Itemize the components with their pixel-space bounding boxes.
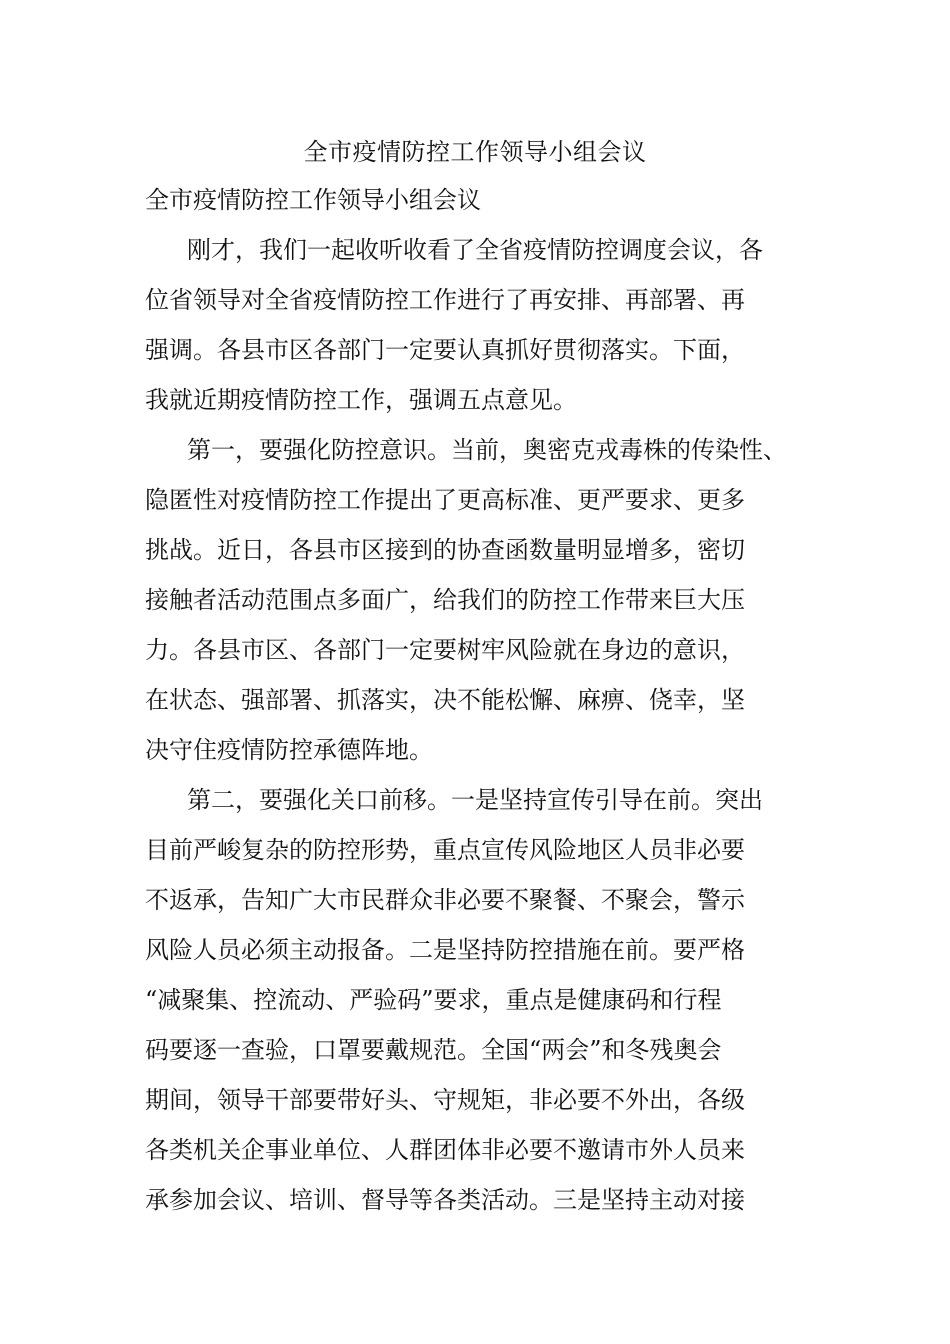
paragraph-line: 决守住疫情防控承德阵地。 <box>145 736 433 764</box>
paragraph-line: 强调。各县市区各部门一定要认真抓好贯彻落实。下面， <box>145 336 745 364</box>
paragraph-line: 风险人员必须主动报备。二是坚持防控措施在前。要严格 <box>145 936 745 964</box>
paragraph-line: 第一，要强化防控意识。当前，奥密克戎毒株的传染性、 <box>187 436 787 464</box>
paragraph-line: 不返承，告知广大市民群众非必要不聚餐、不聚会，警示 <box>145 886 745 914</box>
paragraph-line: 位省领导对全省疫情防控工作进行了再安排、再部署、再 <box>145 286 745 314</box>
paragraph-line: 在状态、强部署、抓落实，决不能松懈、麻痹、侥幸，坚 <box>145 686 745 714</box>
paragraph-line: 承参加会议、培训、督导等各类活动。三是坚持主动对接 <box>145 1186 745 1214</box>
paragraph-line: 我就近期疫情防控工作，强调五点意见。 <box>145 386 577 414</box>
paragraph-line: 期间，领导干部要带好头、守规矩，非必要不外出，各级 <box>145 1086 745 1114</box>
document-title: 全市疫情防控工作领导小组会议 <box>303 138 647 166</box>
paragraph-line: 挑战。近日，各县市区接到的协查函数量明显增多，密切 <box>145 536 745 564</box>
document-subtitle: 全市疫情防控工作领导小组会议 <box>145 186 481 214</box>
paragraph-line: 接触者活动范围点多面广，给我们的防控工作带来巨大压 <box>145 586 745 614</box>
paragraph-line: “减聚集、控流动、严验码”要求，重点是健康码和行程 <box>145 986 722 1014</box>
paragraph-line: 目前严峻复杂的防控形势，重点宣传风险地区人员非必要 <box>145 836 745 864</box>
paragraph-line: 各类机关企事业单位、人群团体非必要不邀请市外人员来 <box>145 1136 745 1164</box>
paragraph-line: 刚才，我们一起收听收看了全省疫情防控调度会议，各 <box>187 236 763 264</box>
paragraph-line: 隐匿性对疫情防控工作提出了更高标准、更严要求、更多 <box>145 486 745 514</box>
paragraph-line: 码要逐一查验，口罩要戴规范。全国“两会”和冬残奥会 <box>145 1036 722 1064</box>
paragraph-line: 力。各县市区、各部门一定要树牢风险就在身边的意识， <box>145 636 745 664</box>
paragraph-line: 第二，要强化关口前移。一是坚持宣传引导在前。突出 <box>187 786 763 814</box>
